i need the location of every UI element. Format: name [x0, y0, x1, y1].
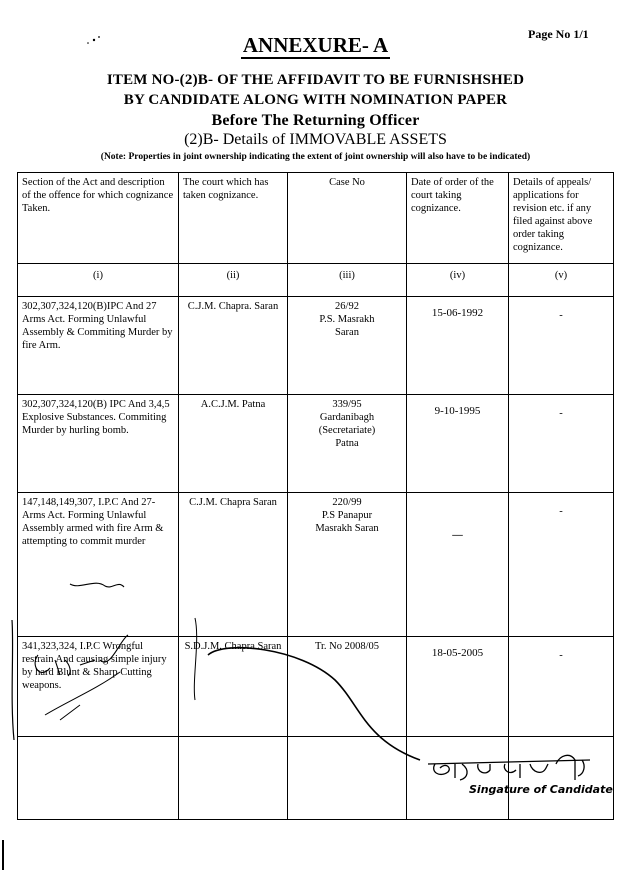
overwrite-scribble	[70, 583, 124, 587]
numeral-iv: (iv)	[407, 264, 509, 297]
case-line: Saran	[335, 327, 359, 338]
initials-scribble	[45, 672, 120, 720]
header-appeals: Details of appeals/ applications for revision etc. if any filed against above order taking cognizance.	[509, 173, 614, 264]
annexure-title-text: ANNEXURE- A	[242, 33, 389, 57]
header-court: The court which has taken cognizance.	[179, 173, 288, 264]
case-line: 220/99	[332, 497, 362, 508]
signature-label: Singature of Candidate	[469, 783, 613, 796]
row-section: 147,148,149,307, I.P.C And 27- Arms Act. Forming Unlawful Assembly armed with fire Arm & attempting to commit murder	[18, 493, 179, 637]
case-line: 26/92	[335, 301, 359, 312]
header-case-no: Case No	[288, 173, 407, 264]
signature-stroke	[208, 648, 420, 760]
row-section: 341,323,324, I.P.C Wrongful restrain And causing simple injury by hard Blunt & Sharp Cutting weapons.	[18, 637, 179, 737]
details-heading: (2)B- Details of IMMOVABLE ASSETS	[184, 131, 447, 148]
row-court: A.C.J.M. Patna	[179, 395, 288, 493]
row-court: S.D.J.M. Chapra Saran	[179, 637, 288, 737]
page-number: Page No 1/1	[528, 27, 589, 41]
row-date: —	[407, 493, 509, 637]
row-court: C.J.M. Chapra. Saran	[179, 297, 288, 395]
case-line: Gardanibagh	[319, 412, 375, 423]
case-line: P.S. Masrakh	[319, 314, 375, 325]
item-heading-line-1: ITEM NO-(2)B- OF THE AFFIDAVIT TO BE FURNISHSHED	[106, 72, 525, 88]
candidate-signature	[428, 755, 590, 780]
case-line: (Secretariate)	[318, 425, 376, 436]
row-appeal: -	[509, 395, 614, 493]
numeral-iii: (iii)	[288, 264, 407, 297]
row-section: 302,307,324,120(B) IPC And 3,4,5 Explosive Substances. Commiting Murder by hurling bomb.	[18, 395, 179, 493]
scan-speck-marks	[2, 36, 100, 870]
numeral-v: (v)	[509, 264, 614, 297]
case-line: Tr. No 2008/05	[314, 641, 380, 652]
row-section: 302,307,324,120(B)IPC And 27 Arms Act. Forming Unlawful Assembly & Commiting Murder by fire Arm.	[18, 297, 179, 395]
case-line: Masrakh Saran	[315, 523, 379, 534]
initials-scribble	[35, 635, 128, 676]
joint-ownership-note: (Note: Properties in joint ownership indicating the extent of joint ownership will also have to be indicated)	[100, 152, 531, 162]
case-line: Patna	[335, 438, 359, 449]
row-court: C.J.M. Chapra Saran	[179, 493, 288, 637]
header-order-date: Date of order of the court taking cognizance.	[407, 173, 509, 264]
numeral-ii: (ii)	[179, 264, 288, 297]
case-line: 339/95	[332, 399, 362, 410]
row-date: 18-05-2005	[407, 637, 509, 737]
row-appeal: -	[509, 493, 614, 637]
row-date: 15-06-1992	[407, 297, 509, 395]
header-section: Section of the Act and description of the offence for which cognizance Taken.	[18, 173, 179, 264]
case-line: P.S Panapur	[321, 510, 373, 521]
row-appeal: -	[509, 637, 614, 737]
item-heading-line-2: BY CANDIDATE ALONG WITH NOMINATION PAPER	[123, 92, 508, 108]
row-date: 9-10-1995	[407, 395, 509, 493]
returning-officer-line: Before The Returning Officer	[211, 112, 420, 129]
signature-stroke	[194, 618, 196, 700]
row-appeal: -	[509, 297, 614, 395]
numeral-i: (i)	[18, 264, 179, 297]
margin-stroke	[12, 620, 14, 740]
